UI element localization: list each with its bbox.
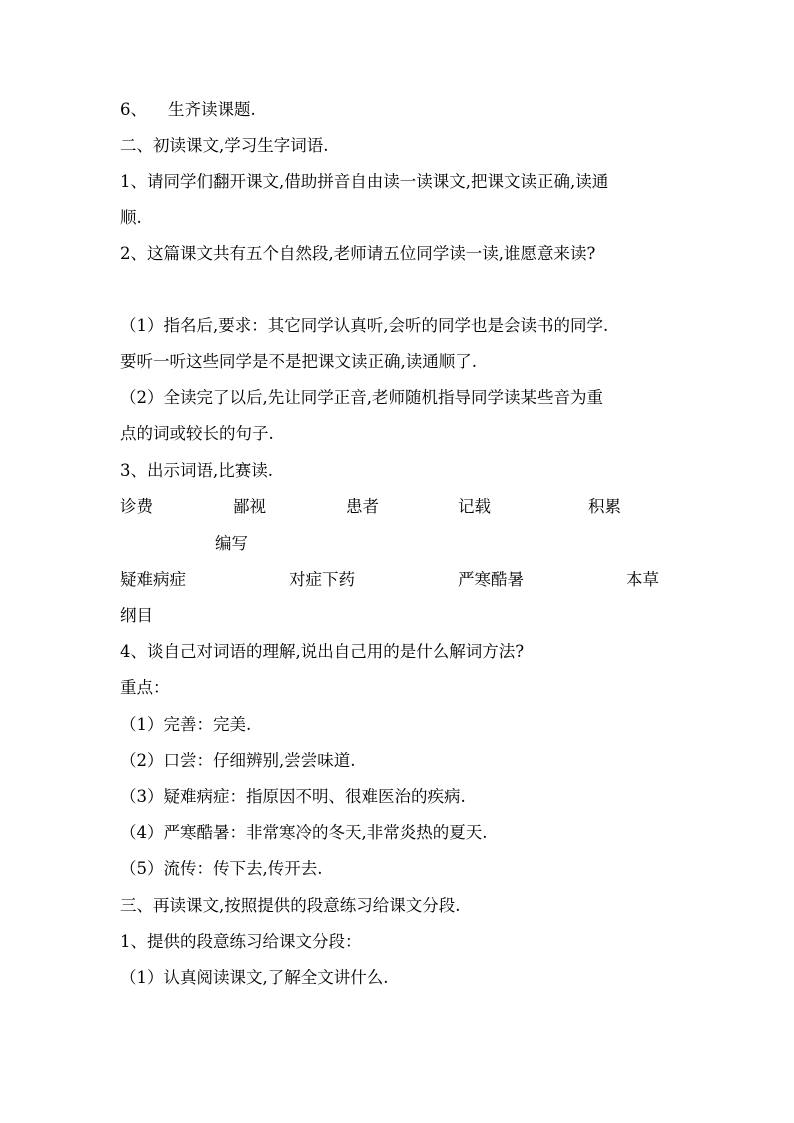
vocab-word: 诊费 (120, 497, 153, 516)
item-6-number: 6、 (120, 100, 147, 119)
key-points-label: 重点： (120, 678, 170, 697)
vocab-word: 疑难病症 (120, 570, 186, 589)
vocab-word: 对症下药 (289, 570, 355, 589)
key-item: （1）完善：完美. (120, 715, 252, 734)
key-item: （3）疑难病症：指原因不明、很难医治的疾病. (120, 787, 466, 806)
vocab-word: 纲目 (120, 606, 153, 625)
section-2-heading: 二、初读课文,学习生字词语. (120, 136, 329, 155)
vocab-word: 记载 (458, 497, 491, 516)
sub-2-line-2: 点的词或较长的句子. (120, 424, 274, 443)
vocab-word: 鄙视 (233, 497, 266, 516)
section-3-sub-1: （1）认真阅读课文,了解全文讲什么. (120, 968, 389, 987)
step-3: 3、出示词语,比赛读. (120, 461, 273, 480)
key-item: （5）流传：传下去,传开去. (120, 859, 323, 878)
key-item: （4）严寒酷暑：非常寒冷的冬天,非常炎热的夏天. (120, 823, 488, 842)
vocab-word: 严寒酷暑 (458, 570, 524, 589)
step-1-line-2: 顺. (120, 208, 142, 227)
sub-2-line-1: （2）全读完了以后,先让同学正音,老师随机指导同学读某些音为重 (120, 388, 603, 407)
sub-1-line-2: 要听一听这些同学是不是把课文读正确,读通顺了. (120, 352, 477, 371)
vocab-word: 编写 (215, 534, 248, 553)
step-4: 4、谈自己对词语的理解,说出自己用的是什么解词方法? (120, 642, 525, 661)
vocab-word: 患者 (346, 497, 379, 516)
step-2: 2、这篇课文共有五个自然段,老师请五位同学读一读,谁愿意来读? (120, 244, 596, 263)
sub-1-line-1: （1）指名后,要求：其它同学认真听,会听的同学也是会读书的同学. (120, 316, 609, 335)
step-1-line-1: 1、请同学们翻开课文,借助拼音自由读一读课文,把课文读正确,读通 (120, 172, 609, 191)
section-3-heading: 三、再读课文,按照提供的段意练习给课文分段. (120, 896, 461, 915)
item-6-text: 生齐读课题. (168, 100, 256, 119)
key-item: （2）口尝：仔细辨别,尝尝味道. (120, 751, 356, 770)
section-3-step-1: 1、提供的段意练习给课文分段： (120, 932, 362, 951)
vocab-word: 积累 (588, 497, 621, 516)
vocab-word: 本草 (626, 570, 659, 589)
